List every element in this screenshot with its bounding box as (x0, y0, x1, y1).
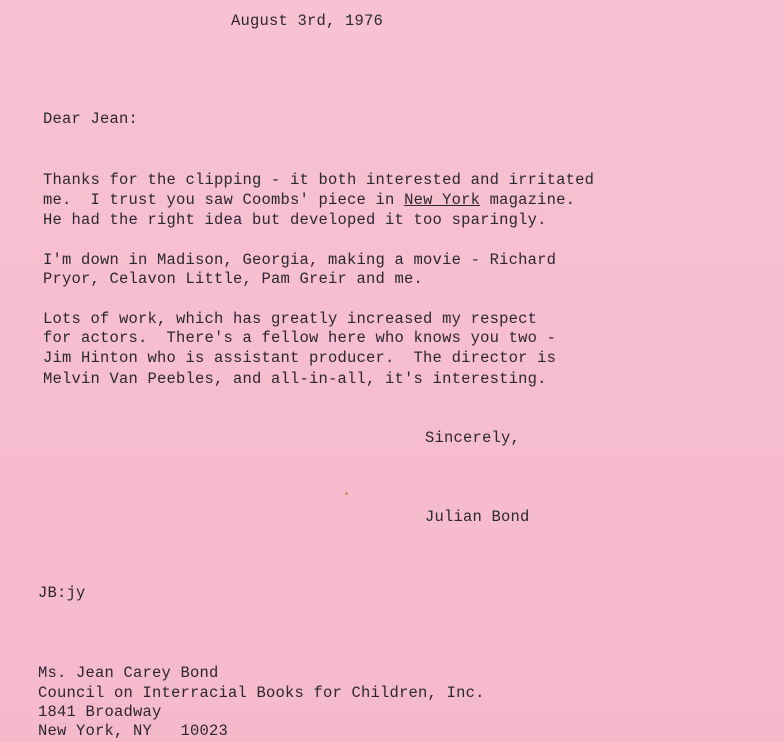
paragraph-1-line-2-end: magazine. (480, 191, 576, 209)
paragraph-3-line-1: Lots of work, which has greatly increased my respect (43, 310, 538, 328)
paragraph-1-line-2 (43, 191, 575, 210)
paper-speck (345, 492, 348, 495)
paragraph-3-line-2: for actors. There's a fellow here who knows you two - (43, 329, 557, 347)
recipient-city: New York, NY 10023 (38, 722, 229, 740)
paragraph-3-line-4: Melvin Van Peebles, and all-in-all, it's interesting. (43, 370, 547, 388)
recipient-organization: Council on Interracial Books for Children, Inc. (38, 684, 485, 702)
paragraph-2-line-2: Pryor, Celavon Little, Pam Greir and me. (43, 270, 424, 288)
recipient-name: Ms. Jean Carey Bond (38, 664, 219, 682)
typist-initials: JB:jy (38, 584, 86, 602)
paragraph-3-line-3: Jim Hinton who is assistant producer. The director is (43, 349, 557, 367)
paragraph-1-line-2-start: me. I trust you saw Coombs' piece in (43, 191, 405, 209)
recipient-street: 1841 Broadway (38, 703, 162, 721)
paragraph-1-line-1: Thanks for the clipping - it both interested and irritated (43, 171, 595, 189)
magazine-title: New York (404, 191, 481, 209)
letter-date: August 3rd, 1976 (231, 12, 384, 30)
paragraph-2-line-1: I'm down in Madison, Georgia, making a movie - Richard (43, 251, 557, 269)
signature-name: Julian Bond (425, 508, 530, 526)
closing: Sincerely, (425, 429, 521, 447)
paragraph-1-line-3: He had the right idea but developed it too sparingly. (43, 211, 547, 229)
salutation: Dear Jean: (43, 110, 139, 128)
